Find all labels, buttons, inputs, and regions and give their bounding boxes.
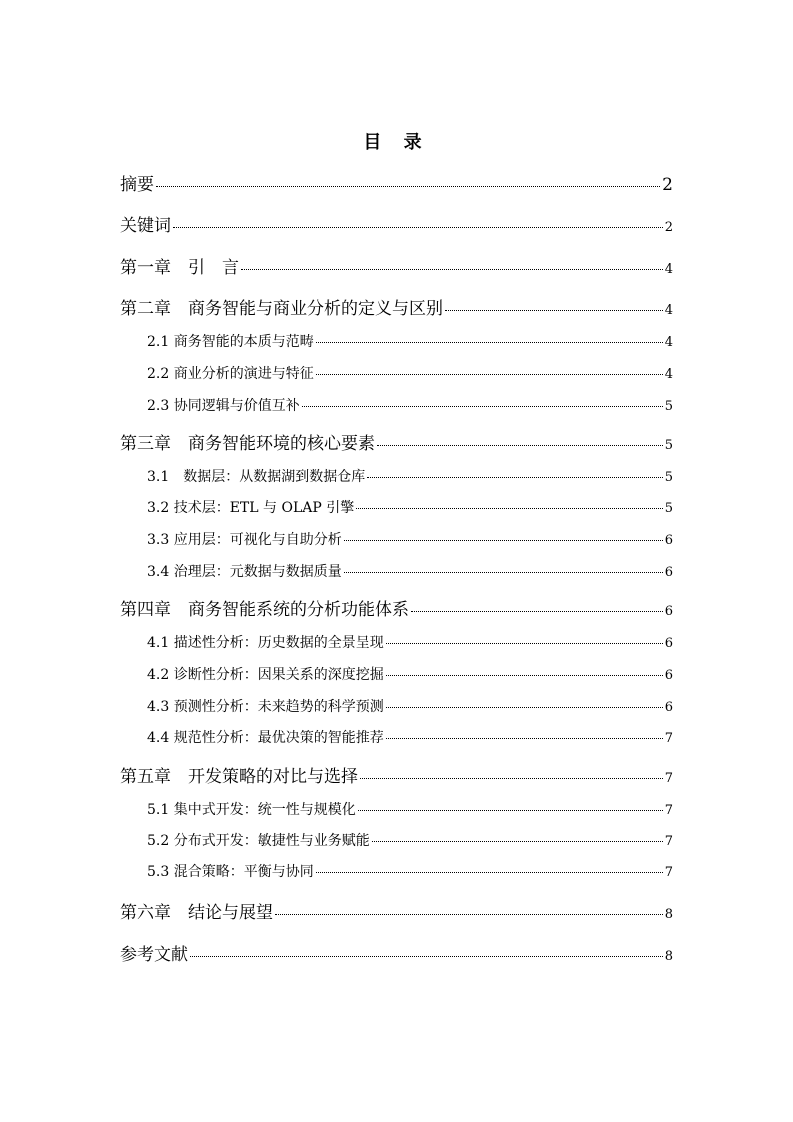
toc-entry-label: 5.1 集中式开发：统一性与规模化: [147, 802, 356, 818]
toc-entry-chapter-1[interactable]: [120, 253, 673, 278]
toc-entry-page: 6: [664, 604, 673, 619]
dot-leader: [275, 914, 663, 915]
toc-entry-chapter-3[interactable]: [120, 429, 673, 454]
toc-entry-label: 4.4 规范性分析：最优决策的智能推荐: [147, 730, 384, 746]
toc-entry-label: 第四章 商务智能系统的分析功能体系: [120, 600, 409, 620]
toc-entry-page: 7: [664, 865, 673, 880]
toc-entry-4-1[interactable]: [120, 632, 673, 652]
dot-leader: [344, 572, 663, 573]
dot-leader: [386, 675, 663, 676]
toc-entry-label: 第五章 开发策略的对比与选择: [120, 767, 358, 787]
toc-entry-3-4[interactable]: [120, 561, 673, 581]
dot-leader: [411, 611, 663, 612]
toc-entry-page: 2: [664, 220, 673, 235]
toc-entry-references[interactable]: [120, 940, 673, 965]
dot-leader: [302, 406, 663, 407]
dot-leader: [372, 841, 663, 842]
toc-entry-label: 5.2 分布式开发：敏捷性与业务赋能: [147, 833, 370, 849]
toc-entry-chapter-2[interactable]: [120, 294, 673, 319]
toc-entry-page: 5: [664, 501, 673, 516]
toc-entry-5-3[interactable]: [120, 861, 673, 881]
toc-entry-label: 2.2 商业分析的演进与特征: [147, 366, 314, 382]
toc-entry-page: 6: [664, 636, 673, 651]
toc-entry-4-2[interactable]: [120, 664, 673, 684]
toc-entry-chapter-5[interactable]: [120, 762, 673, 787]
page-title: 目 录: [363, 132, 430, 153]
dot-leader: [241, 269, 663, 270]
toc-entry-2-2[interactable]: [120, 363, 673, 383]
toc-entry-label: 第一章 引 言: [120, 258, 239, 278]
dot-leader: [367, 477, 662, 478]
dot-leader: [316, 342, 663, 343]
toc-entry-page: 4: [664, 335, 673, 350]
toc-entry-chapter-4[interactable]: [120, 595, 673, 620]
dot-leader: [445, 310, 663, 311]
toc-entry-4-3[interactable]: [120, 696, 673, 716]
dot-leader: [316, 872, 663, 873]
toc-entry-chapter-6[interactable]: [120, 898, 673, 923]
toc-entry-label: 2.3 协同逻辑与价值互补: [147, 398, 300, 414]
dot-leader: [173, 227, 663, 228]
toc-entry-label: 参考文献: [120, 945, 188, 965]
toc-entry-label: 3.3 应用层：可视化与自助分析: [147, 532, 342, 548]
dot-leader: [356, 508, 662, 509]
toc-entry-label: 关键词: [120, 216, 171, 236]
toc-entry-label: 3.2 技术层：ETL 与 OLAP 引擎: [147, 500, 355, 516]
dot-leader: [190, 956, 663, 957]
dot-leader: [360, 778, 663, 779]
toc-entry-page: 8: [664, 907, 673, 922]
toc-entry-3-3[interactable]: [120, 529, 673, 549]
dot-leader: [386, 738, 663, 739]
toc-entry-4-4[interactable]: [120, 727, 673, 747]
toc-entry-label: 摘要: [120, 175, 154, 195]
toc-entry-page: 4: [664, 367, 673, 382]
toc-entry-page: 7: [664, 771, 673, 786]
toc-entry-label: 第六章 结论与展望: [120, 903, 273, 923]
toc-entry-label: 4.2 诊断性分析：因果关系的深度挖掘: [147, 667, 384, 683]
toc-entry-page: 5: [664, 438, 673, 453]
toc-entry-5-2[interactable]: [120, 830, 673, 850]
dot-leader: [344, 540, 663, 541]
toc-entry-page: 7: [664, 731, 673, 746]
toc-entry-3-2[interactable]: [120, 497, 673, 517]
toc-entry-label: 3.4 治理层：元数据与数据质量: [147, 564, 342, 580]
dot-leader: [358, 810, 663, 811]
toc-entry-keywords[interactable]: [120, 211, 673, 236]
toc-entry-page: 7: [664, 803, 673, 818]
dot-leader: [156, 186, 660, 187]
toc-entry-page: 6: [664, 565, 673, 580]
toc-entry-page: 4: [664, 303, 673, 318]
toc-entry-label: 4.3 预测性分析：未来趋势的科学预测: [147, 699, 384, 715]
toc-entry-label: 2.1 商务智能的本质与范畴: [147, 334, 314, 350]
toc-entry-label: 3.1 数据层：从数据湖到数据仓库: [147, 469, 366, 485]
toc-entry-page: 6: [664, 700, 673, 715]
toc-entry-page: 4: [664, 262, 673, 277]
toc-entry-page: 6: [664, 668, 673, 683]
toc-entry-2-3[interactable]: [120, 395, 673, 415]
dot-leader: [386, 643, 663, 644]
toc-entry-5-1[interactable]: [120, 799, 673, 819]
toc-entry-label: 5.3 混合策略：平衡与协同: [147, 864, 314, 880]
toc-entry-label: 4.1 描述性分析：历史数据的全景呈现: [147, 635, 384, 651]
toc-entry-2-1[interactable]: [120, 331, 673, 351]
toc-entry-page: 6: [664, 533, 673, 548]
toc-entry-page: 2: [662, 175, 673, 195]
toc-entry-3-1[interactable]: [120, 466, 673, 486]
dot-leader: [386, 707, 663, 708]
toc-entry-page: 7: [664, 834, 673, 849]
toc-entry-page: 5: [664, 399, 673, 414]
dot-leader: [377, 445, 663, 446]
toc-entry-page: 5: [664, 470, 673, 485]
toc-entry-label: 第三章 商务智能环境的核心要素: [120, 434, 375, 454]
dot-leader: [316, 374, 663, 375]
toc-entry-abstract[interactable]: [120, 170, 673, 195]
toc-entry-page: 8: [664, 949, 673, 964]
toc-entry-label: 第二章 商务智能与商业分析的定义与区别: [120, 299, 443, 319]
